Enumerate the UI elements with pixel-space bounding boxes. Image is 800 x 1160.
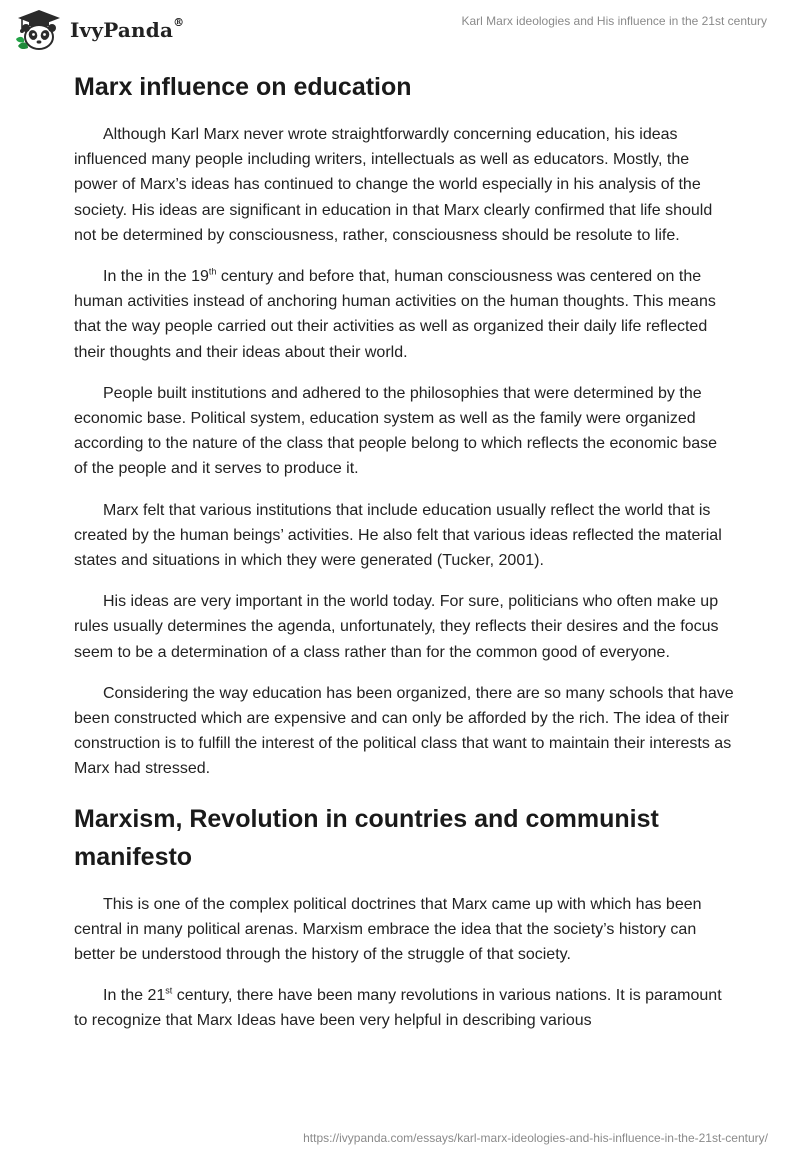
paragraph: In the 21st century, there have been many revolutions in various nations. It is paramount to recognize that Marx Ideas have been very helpful in describing various	[74, 985, 722, 1030]
paragraph: People built institutions and adhered to the philosophies that were determined by the economic base. Political system, education system as well as the family were organized according to the nature of the class that people belong to which reflects the economic base of the people and it serves to produce it.	[74, 384, 718, 478]
paragraph: In the in the 19th century and before that, human consciousness was centered on the human activities instead of anchoring human activities on the human thoughts. This means that the way people carried out their activities as well as organized their daily life reflected their thoughts and their ideas about their world.	[74, 266, 716, 361]
running-title: Karl Marx ideologies and His influence in the 21st century	[461, 14, 767, 28]
section-heading-marxism: Marxism, Revolution in countries and communist manifesto	[74, 804, 659, 871]
paragraph: Marx felt that various institutions that include education usually reflect the world that is created by the human beings’ activities. He also felt that various ideas reflected the material states and situations in which they were generated (Tucker, 2001).	[74, 501, 722, 570]
registered-mark: ®	[173, 16, 185, 29]
article-body	[74, 68, 734, 1050]
ivypanda-logo[interactable]	[14, 8, 184, 52]
paragraph: Considering the way education has been organized, there are so many schools that have been constructed which are expensive and can only be afforded by the rich. The idea of their construction is to fulfill the interest of the political class that want to maintain their interests as Marx had stressed.	[74, 684, 734, 778]
source-url[interactable]: https://ivypanda.com/essays/karl-marx-ideologies-and-his-influence-in-the-21st-century/	[303, 1131, 768, 1145]
page-header	[0, 0, 800, 60]
paragraph: This is one of the complex political doctrines that Marx came up with which has been central in many political arenas. Marxism embrace the idea that the society’s history can better be understood through the history of the struggle of that society.	[74, 895, 702, 964]
paragraph: His ideas are very important in the world today. For sure, politicians who often make up rules usually determines the agenda, unfortunately, they reflects their desires and the focus seem to be a determination of a class rather than for the common good of everyone.	[74, 593, 719, 661]
paragraph: Although Karl Marx never wrote straightforwardly concerning education, his ideas influenced many people including writers, intellectuals as well as educators. Mostly, the power of Marx’s ideas has continued to change the world especially in his analysis of the society. His ideas are significant in education in that Marx clearly confirmed that life should not be determined by consciousness, rather, consciousness should be resolute to life.	[74, 126, 713, 244]
section-heading-education: Marx influence on education	[74, 73, 412, 101]
panda-graduate-icon	[14, 8, 64, 52]
brand-name: IvyPanda®	[70, 16, 185, 42]
